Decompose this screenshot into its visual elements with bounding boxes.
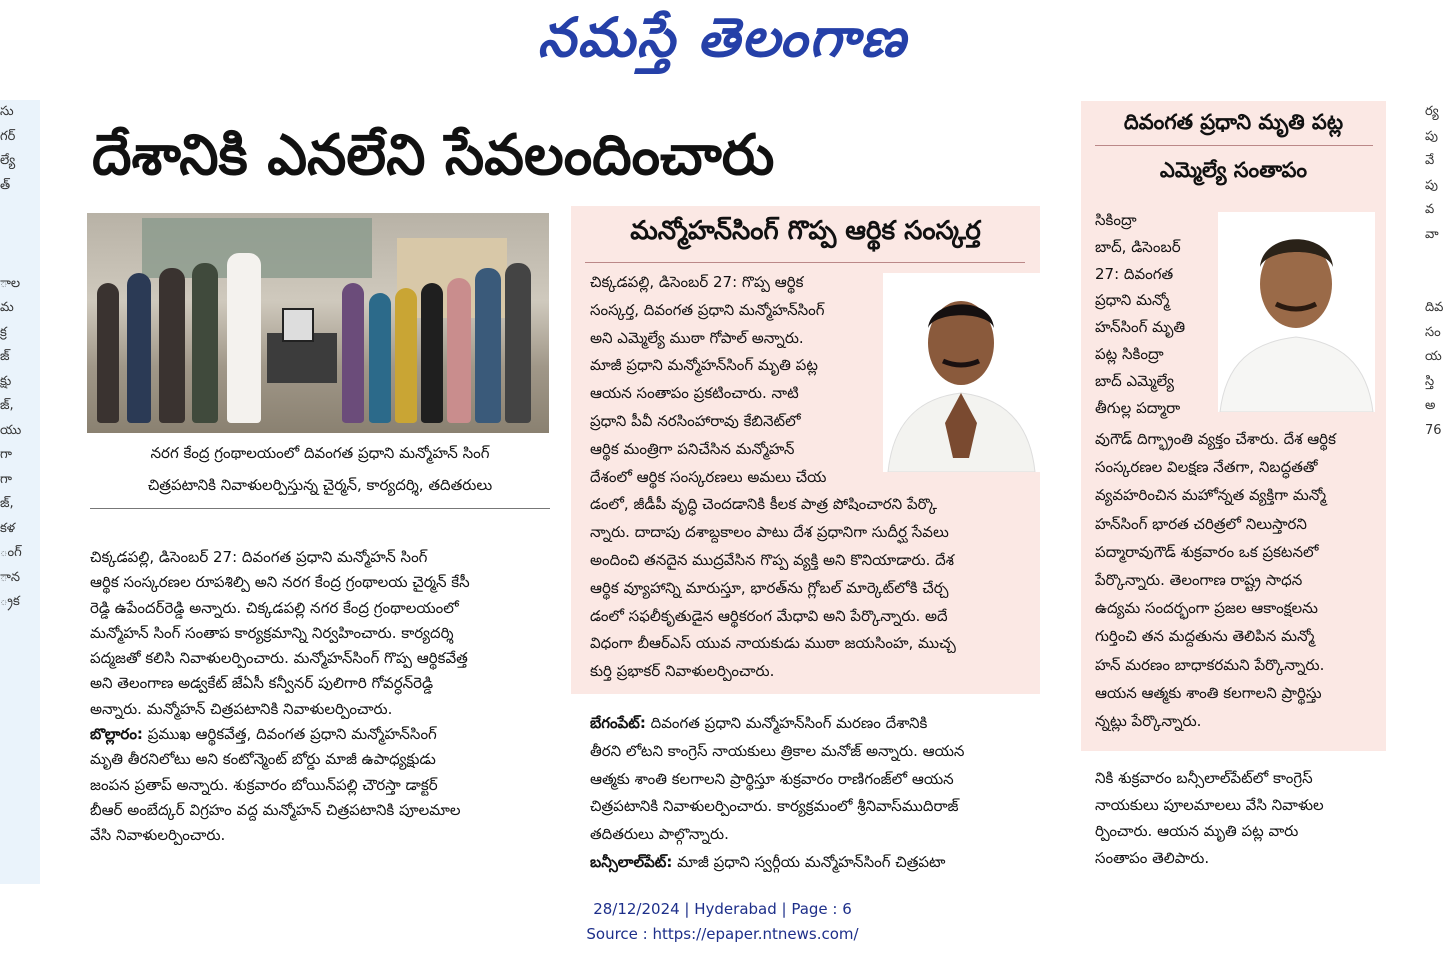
text-line: ఆయన ఆత్మకు శాంతి కలగాలని ప్రార్థిస్తు (1095, 683, 1322, 702)
column-fragment: ాన (0, 569, 21, 585)
column-fragment: ్రక (0, 594, 20, 609)
column-fragment: త్ (0, 177, 11, 193)
person (505, 263, 531, 423)
column-fragment: గా (0, 447, 12, 462)
text-line: హన్‌సింగ్ భారత చరిత్రలో నిలుస్తారని (1095, 514, 1307, 533)
text-line: పద్మజతో కలిసి నివాళులర్పించారు. మన్మోహన్‌సింగ్ గొప్ప ఆర్థికవేత్త (90, 649, 468, 668)
column-fragment: గర్ (0, 128, 16, 144)
text-line: అని తెలంగాణ అడ్వకేట్ జేఏసీ కన్వీనర్ పులిగారి గోవర్ధన్‌రెడ్డి (90, 674, 434, 693)
column-fragment (1425, 247, 1445, 272)
footer-source-link[interactable]: Source : https://epaper.ntnews.com/ (586, 925, 859, 943)
text-line: సంస్కరణల విలక్షణ నేతగా, నిబద్ధతతో (1095, 458, 1318, 477)
text-line: పేర్కొన్నారు. తెలంగాణ రాష్ట్ర సాధన (1095, 571, 1303, 590)
article3-title-line1: దివంగత ప్రధాని మృతి పట్ల (1123, 110, 1344, 134)
text-run: ప్రముఖ ఆర్థికవేత్త, దివంగత ప్రధాని మన్మోహన్‌సింగ్ (142, 725, 437, 744)
text-line: జంపన ప్రతాప్ అన్నారు. శుక్రవారం బోయిన్‌పల్లి చౌరస్తా డాక్టర్ (90, 775, 438, 794)
text-line: ప్రధాని పీవీ నరసింహారావు కేబినెట్‌లో (590, 411, 801, 430)
article2-continued (590, 710, 1040, 877)
column-fragment: ర్య (1425, 104, 1439, 119)
article1-photo-caption-line1: నరగ కేంద్ర గ్రంథాలయంలో దివంగత ప్రధాని మన్మోహన్ సింగ్ (150, 444, 490, 462)
column-fragment: పు (1425, 177, 1438, 193)
column-fragment (1425, 272, 1445, 297)
column-fragment: అ (1425, 398, 1436, 413)
text-line: అందించి తనదైన ముద్రవేసిన గొప్ప వ్యక్తి అని కొనియాడారు. దేశ (590, 550, 954, 569)
text-line: నికి శుక్రవారం బన్సీలాల్‌పేట్‌లో కాంగ్రెస్ (1095, 769, 1313, 787)
article3-body-narrow (1095, 207, 1213, 421)
person (227, 253, 261, 423)
column-fragment: వ (1425, 202, 1435, 217)
column-fragment: యు (0, 422, 22, 438)
text-line: రెడ్డి ఉపేందర్‌రెడ్డి అన్నారు. చిక్కడపల్లి నగర కేంద్ర గ్రంథాలయంలో (90, 598, 459, 617)
column-fragment: క్షు (0, 373, 12, 389)
article2-title-divider (585, 262, 1025, 263)
text-line (590, 849, 1040, 877)
text-line: ర్పించారు. ఆయన మృతి పట్ల వారు (1095, 822, 1299, 840)
article1-body (90, 545, 550, 849)
dateline-bansilalpet: బన్సీలాల్‌పేట్: (590, 852, 673, 871)
column-fragment: ంగ్ (0, 545, 22, 560)
person (395, 288, 417, 423)
text-line: ఆర్థిక సంస్కరణల రూపశిల్పి అని నరగ కేంద్ర గ్రంథాలయ చైర్మన్ కేసీ (90, 573, 470, 592)
portrait-frame (282, 308, 314, 342)
text-run: దివంగత ప్రధాని మన్మోహన్‌సింగ్ మరణం దేశానికి (645, 714, 928, 732)
column-fragment: జ్ (0, 349, 10, 364)
text-line: బాద్ ఎమ్మెల్యే (1095, 371, 1175, 390)
text-line: చిత్రపటానికి నివాళులర్పించారు. కార్యక్రమంలో శ్రీనివాస్‌ముదిరాజ్ (590, 797, 959, 816)
column-fragment: య (1425, 349, 1442, 364)
text-line: విధంగా బీఆర్‌ఎస్ యువ నాయకుడు ముఠా జయసింహ, ముచ్చ (590, 634, 956, 653)
column-fragment: కళ (0, 520, 16, 536)
text-line: ఆర్థిక వ్యూహాన్ని మారుస్తూ, భారత్‌ను గ్లోబల్ మార్కెట్‌లోకి చేర్చ (590, 578, 949, 597)
portrait-illustration (1218, 212, 1375, 412)
text-line: అన్నారు. మన్మోహన్ చిత్రపటానికి నివాళులర్పించారు. (90, 699, 393, 718)
person (97, 283, 119, 423)
person (342, 283, 364, 423)
column-fragment (0, 223, 40, 248)
column-fragment: మ (0, 300, 14, 315)
text-line: బీఆర్ అంబేద్కర్ విగ్రహం వద్ద మన్మోహన్ చిత్రపటానికి పూలమాల (90, 800, 461, 819)
caption-divider (90, 508, 550, 509)
person (421, 283, 443, 423)
article1-headline: దేశానికి ఎనలేని సేవలందించారు (92, 123, 775, 188)
article3-title-divider (1095, 145, 1373, 146)
text-line: బాద్, డిసెంబర్ (1095, 237, 1181, 256)
column-fragment: వా (1425, 226, 1439, 242)
text-line: సంతాపం తెలిపారు. (1095, 848, 1210, 867)
person (475, 268, 501, 423)
text-line: న్నట్లు పేర్కొన్నారు. (1095, 712, 1202, 731)
article2-body (590, 269, 1035, 686)
text-line: న్నారు. దాదాపు దశాబ్దకాలం పాటు దేశ ప్రధానిగా సుదీర్ఘ సేవలు (590, 523, 949, 542)
column-fragment: ాల (0, 275, 21, 291)
dateline-begumpet: బేగంపేట్: (590, 714, 646, 732)
column-fragment: సం (1425, 324, 1441, 340)
text-line: ప్రధాని మన్మో (1095, 291, 1170, 310)
column-fragment (0, 247, 40, 272)
text-line: కుర్తి ప్రభాకర్ నివాళులర్పించారు. (590, 662, 775, 681)
text-line: ఆయన సంతాపం ప్రకటించారు. నాటి (590, 384, 799, 403)
right-column-strip (1425, 100, 1445, 884)
text-line: వ్యవహరించిన మహోన్నత వ్యక్తిగా మన్మో (1095, 486, 1327, 505)
article1-photo (87, 213, 549, 433)
column-fragment: పు (1425, 128, 1438, 144)
text-line (590, 710, 1040, 738)
person (192, 263, 218, 423)
column-fragment: జ్, (0, 398, 14, 413)
text-line: మృతి తీరనిలోటు అని కంటోన్మెంట్ బోర్డు మాజీ ఉపాధ్యక్షుడు (90, 750, 436, 769)
text-line: తీరని లోటని కాంగ్రెస్ నాయకులు త్రికాల మనోజ్ అన్నారు. ఆయన (590, 741, 965, 760)
person (159, 268, 185, 423)
text-line: ఆర్థిక మంత్రిగా పనిచేసిన మన్మోహన్ (590, 439, 795, 458)
text-line: డంలో సఫలీకృతుడైన ఆర్థికరంగ మేధావి అని పేర్కొన్నారు. అదే (590, 606, 948, 625)
column-fragment: గా (0, 471, 12, 487)
text-line: సంస్కర్త, దివంగత ప్రధాని మన్మోహన్‌సింగ్ (590, 300, 825, 319)
text-line: అని ఎమ్మెల్యే ముఠా గోపాల్ అన్నారు. (590, 328, 804, 347)
text-line: ఆత్మకు శాంతి కలగాలని ప్రార్థిస్తూ శుక్రవారం రాణిగంజ్‌లో ఆయన (590, 769, 954, 788)
text-line: ఉద్యమ సందర్భంగా ప్రజల ఆకాంక్షలను (1095, 599, 1318, 618)
column-fragment: దివ (1425, 300, 1444, 315)
column-fragment: వే (1425, 153, 1435, 168)
text-line: 27: దివంగత (1095, 264, 1174, 283)
masthead-logo-text: నమస్తే తెలంగాణ (537, 5, 908, 69)
text-line: తదితరులు పాల్గొన్నారు. (590, 825, 729, 844)
text-line: నాయకులు పూలమాలలు వేసి నివాళుల (1095, 795, 1324, 814)
dateline-bollaram: బొల్లారం: (90, 725, 143, 744)
column-fragment: క్ర (0, 324, 7, 340)
text-line: మాజీ ప్రధాని మన్మోహన్‌సింగ్ మృతి పట్ల (590, 356, 818, 375)
column-fragment (0, 198, 40, 223)
text-line: హన్ మరణం బాధాకరమని పేర్కొన్నారు. (1095, 655, 1325, 674)
text-line: గుర్తించి తన మద్దతును తెలిపిన మన్మో (1095, 627, 1315, 646)
person (369, 293, 391, 423)
article3-photo-padma-rao-goud (1218, 212, 1375, 412)
column-fragment: స్తి (1425, 373, 1435, 389)
text-run: మాజీ ప్రధాని స్వర్గీయ మన్మోహన్‌సింగ్ చిత్రపటా (672, 852, 946, 871)
text-line: వుగౌడ్ దిగ్భ్రాంతి వ్యక్తం చేశారు. దేశ ఆర్థిక (1095, 430, 1336, 448)
text-line: దేశంలో ఆర్థిక సంస్కరణలు అమలు చేయ (590, 467, 827, 486)
article3-continued (1095, 765, 1380, 871)
article2-title: మన్మోహన్‌సింగ్ గొప్ప ఆర్థిక సంస్కర్త (630, 216, 981, 246)
text-line: సికింద్రా (1095, 211, 1137, 229)
footer-date-edition: 28/12/2024 | Hyderabad | Page : 6 (593, 900, 852, 918)
column-fragment: సు (0, 104, 14, 119)
text-line: పట్ల సికింద్రా (1095, 344, 1164, 363)
left-column-strip (0, 100, 40, 884)
text-line (90, 722, 550, 747)
article1-photo-caption-line2: చిత్రపటానికి నివాళులర్పిస్తున్న చైర్మన్, కార్యదర్శి, తదితరులు (147, 476, 493, 494)
text-line: మన్మోహన్ సింగ్ సంతాప కార్యక్రమాన్ని నిర్వహించారు. కార్యదర్శి (90, 623, 454, 642)
text-line: డంలో, జీడీపీ వృద్ధి చెందడానికి కీలక పాత్ర పోషించారని పేర్కొ (590, 495, 937, 514)
text-line: పద్మారావుగౌడ్ శుక్రవారం ఒక ప్రకటనలో (1095, 542, 1319, 561)
column-fragment: ల్యే (0, 153, 16, 168)
text-line: చిక్కడపల్లి, డిసెంబర్ 27: దివంగత ప్రధాని మన్మోహన్ సింగ్ (90, 548, 428, 566)
text-line: తీగుల్ల పద్మారా (1095, 398, 1181, 417)
text-line: వేసి నివాళులర్పించారు. (90, 826, 226, 845)
article3-body-wide (1095, 425, 1375, 735)
masthead (0, 0, 1445, 88)
column-fragment: జ్, (0, 496, 14, 511)
text-line: చిక్కడపల్లి, డిసెంబర్ 27: గొప్ప ఆర్థిక (590, 273, 804, 291)
text-line: హన్‌సింగ్ మృతి (1095, 318, 1186, 337)
column-fragment: 76 (1425, 422, 1442, 438)
person (447, 278, 471, 423)
article3-title-line2: ఎమ్మెల్యే సంతాపం (1159, 158, 1308, 182)
person (127, 273, 151, 423)
